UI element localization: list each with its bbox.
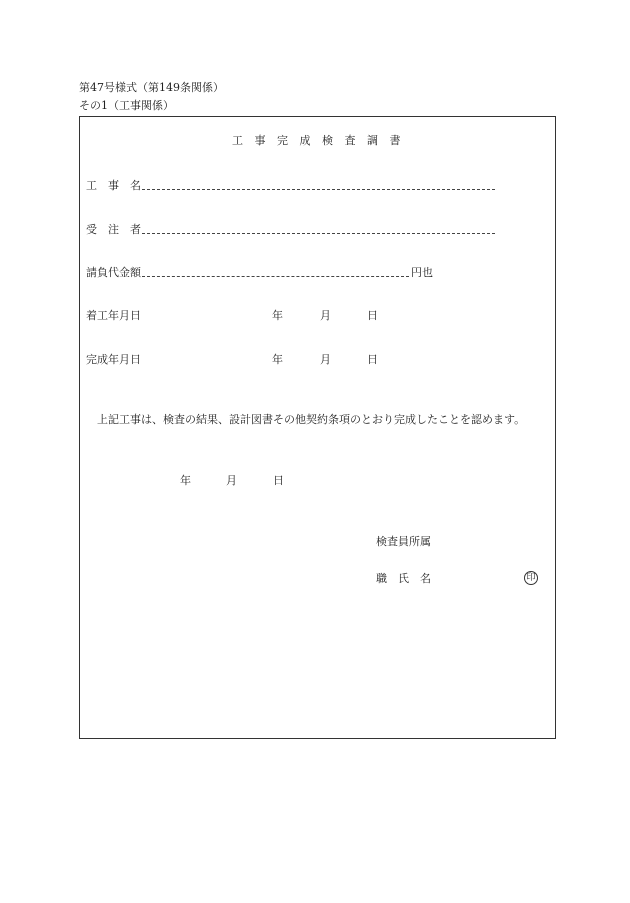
- issue-date-day-unit: 日: [273, 474, 284, 487]
- issue-date-year-unit: 年: [180, 474, 191, 487]
- contract-amount-unit: 円也: [411, 266, 433, 279]
- contractor-label: 受 注 者: [86, 223, 141, 236]
- seal-mark: 印: [524, 571, 538, 585]
- completion-date-month-unit: 月: [320, 353, 331, 366]
- completion-date-label: 完成年月日: [86, 353, 141, 366]
- contract-amount-label: 請負代金額: [86, 266, 141, 279]
- start-date-month-unit: 月: [320, 309, 331, 322]
- contractor-line[interactable]: [142, 233, 495, 234]
- completion-date-day-unit: 日: [367, 353, 378, 366]
- certification-statement: 上記工事は、検査の結果、設計図書その他契約条項のとおり完成したことを認めます。: [97, 413, 526, 426]
- construction-name-label: 工 事 名: [86, 179, 141, 192]
- inspector-affiliation-label: 検査員所属: [376, 535, 431, 548]
- inspector-name-label: 職 氏 名: [376, 572, 431, 585]
- start-date-year-unit: 年: [272, 309, 283, 322]
- start-date-label: 着工年月日: [86, 309, 141, 322]
- form-frame: [79, 116, 556, 739]
- completion-date-year-unit: 年: [272, 353, 283, 366]
- construction-name-line[interactable]: [142, 189, 495, 190]
- form-number: 第47号様式（第149条関係）: [79, 81, 224, 94]
- start-date-day-unit: 日: [367, 309, 378, 322]
- form-sub-label: その1（工事関係）: [79, 99, 174, 112]
- form-title: 工事完成検査調書: [232, 134, 412, 147]
- issue-date-month-unit: 月: [226, 474, 237, 487]
- contract-amount-line[interactable]: [142, 276, 409, 277]
